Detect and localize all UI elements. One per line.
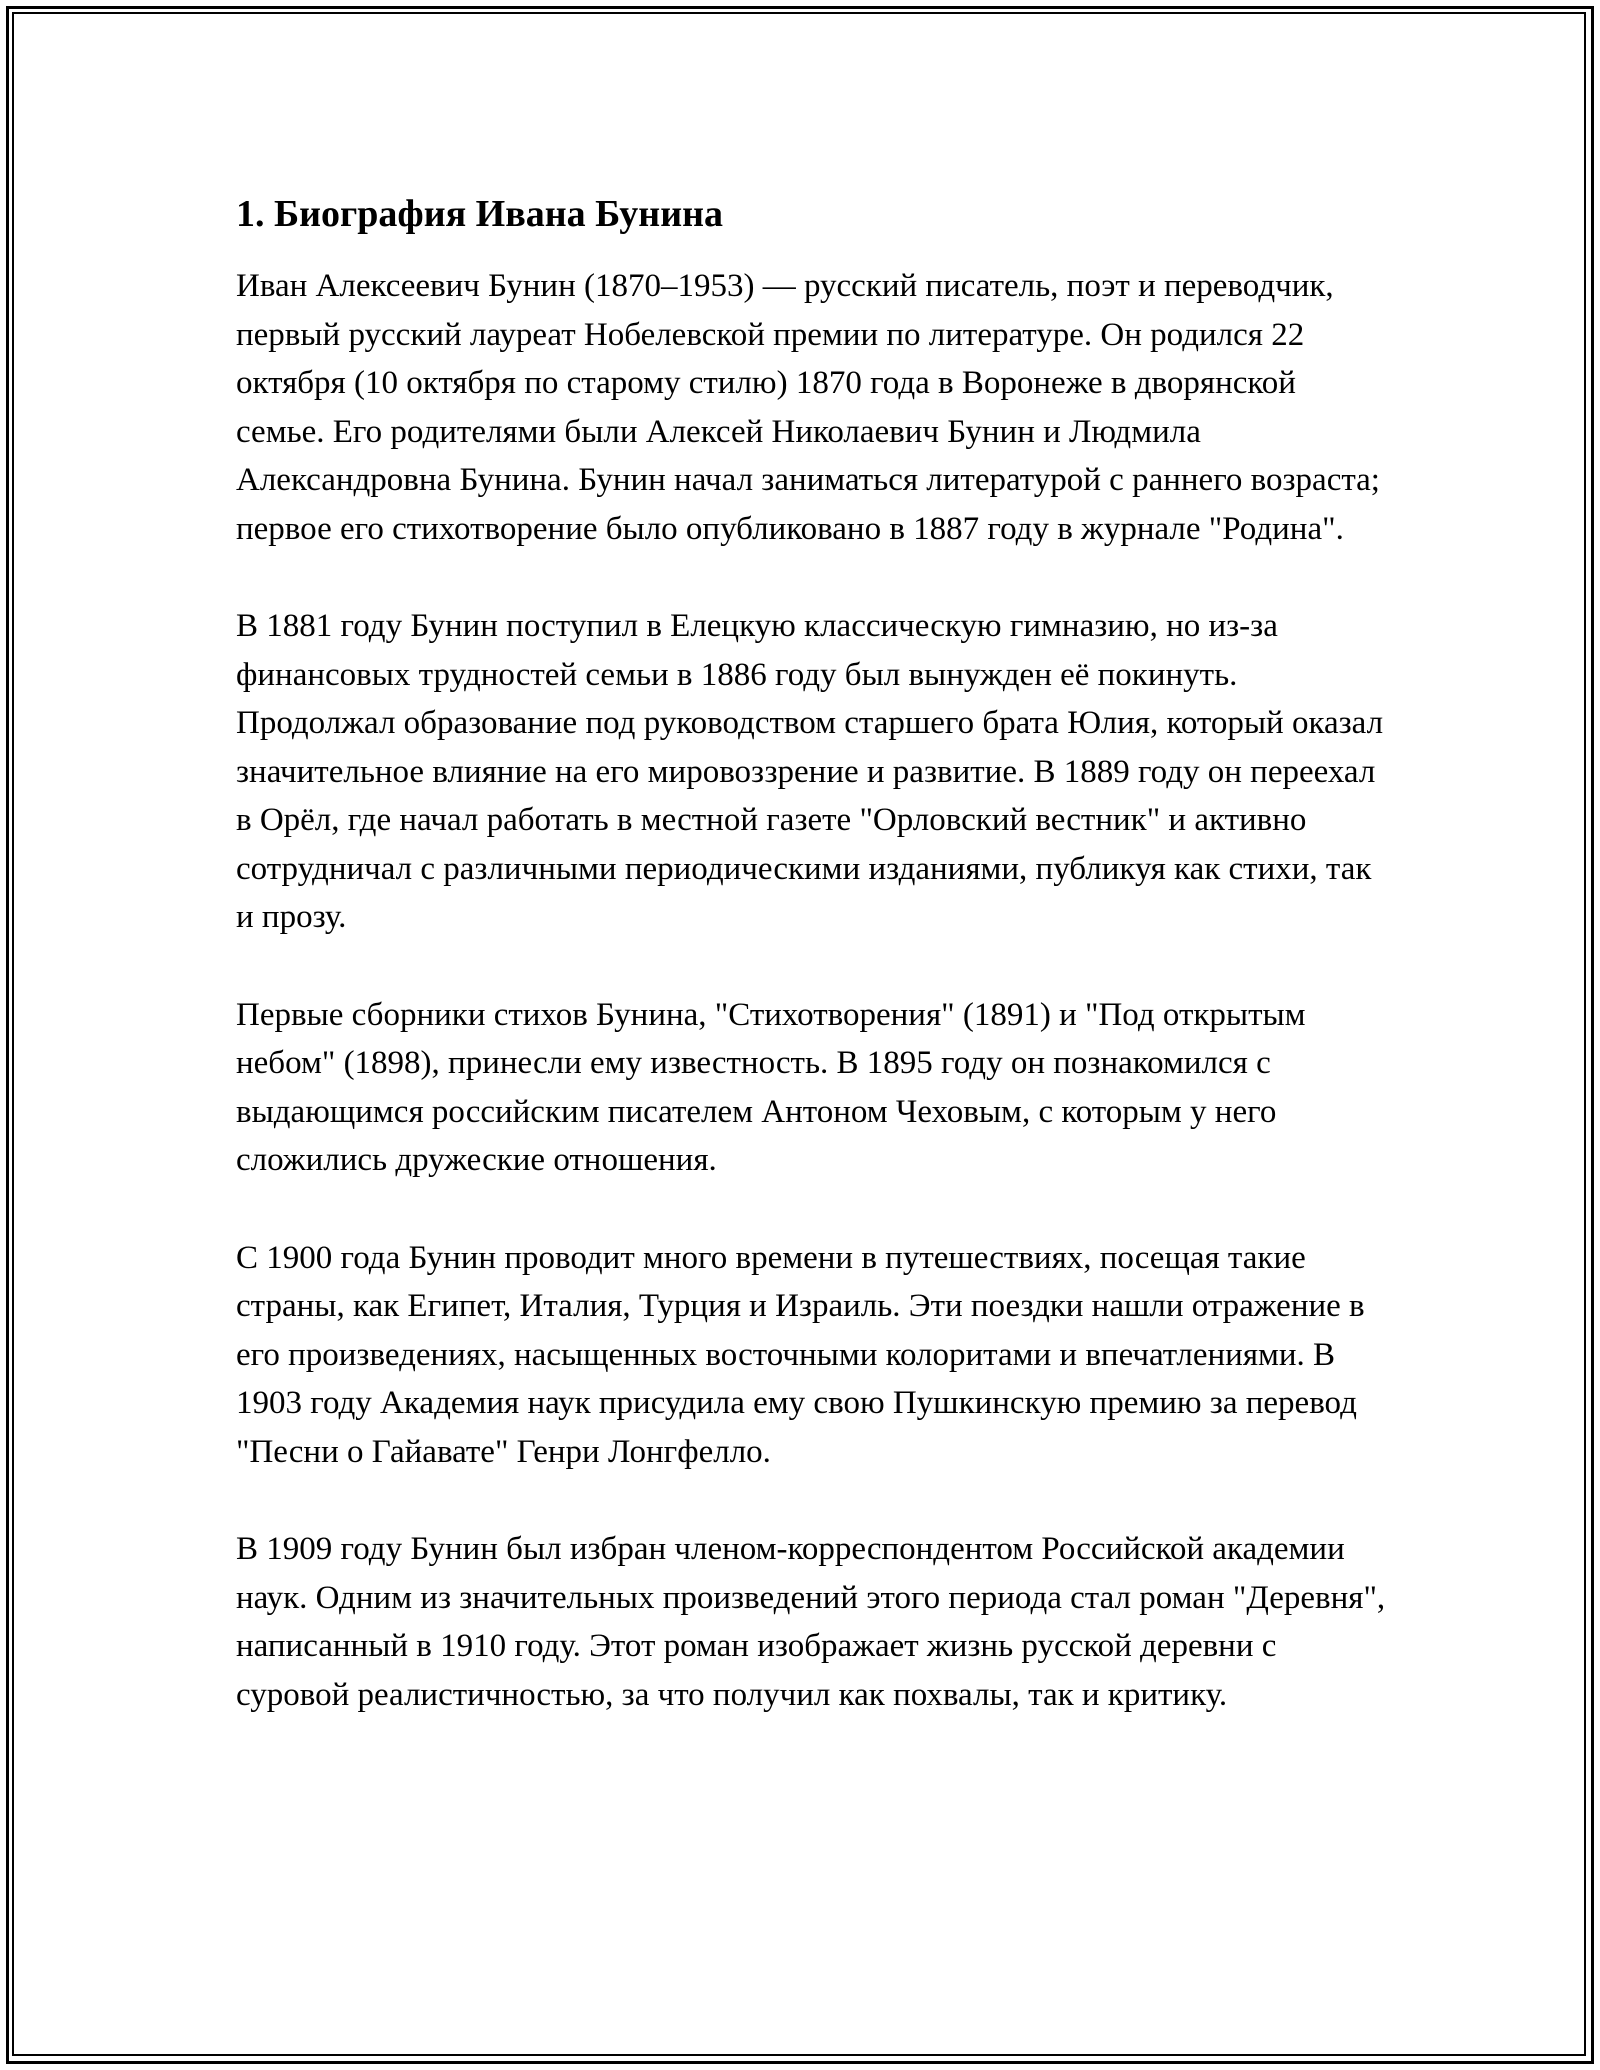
paragraph-2: В 1881 году Бунин поступил в Елецкую классическую гимназию, но из-за финансовых трудностей семьи в 1886 году был вынужден её покинуть. Продолжал образование под руководством старшего брата Юлия, который оказал значительное влияние на его мировоззрение и развитие. В 1889 году он переехал в Орёл, где начал работать в местной газете "Орловский вестник" и активно сотрудничал с различными периодическими изданиями, публикуя как стихи, так и прозу.: [236, 608, 1384, 935]
paragraph-1: Иван Алексеевич Бунин (1870–1953) — русский писатель, поэт и переводчик, первый русский лауреат Нобелевской премии по литературе. Он родился 22 октября (10 октября по старому стилю) 1870 года в Воронеже в дворянской семье. Его родителями были Алексей Николаевич Бунин и Людмила Александровна Бунина. Бунин начал заниматься литературой с раннего возраста; первое его стихотворение было опубликовано в 1887 году в журнале "Родина".: [236, 268, 1380, 547]
paragraph-5: В 1909 году Бунин был избран членом-корреспондентом Российской академии наук. Одним из значительных произведений этого периода стал роман "Деревня", написанный в 1910 году. Этот роман изображает жизнь русской деревни с суровой реалистичностью, за что получил как похвалы, так и критику.: [236, 1531, 1386, 1713]
paragraph-3: Первые сборники стихов Бунина, "Стихотворения" (1891) и "Под открытым небом" (1898), принесли ему известность. В 1895 году он познакомился с выдающимся российским писателем Антоном Чеховым, с которым у него сложились дружеские отношения.: [236, 996, 1306, 1178]
paragraph-4: С 1900 года Бунин проводит много времени в путешествиях, посещая такие страны, как Египет, Италия, Турция и Израиль. Эти поездки нашли отражение в его произведениях, насыщенных восточными колоритами и впечатлениями. В 1903 году Академия наук присудила ему свою Пушкинскую премию за перевод "Песни о Гайавате" Генри Лонгфелло.: [236, 1239, 1365, 1470]
document-page: [236, 186, 1386, 1768]
section-heading: 1. Биография Ивана Бунина: [236, 193, 723, 235]
